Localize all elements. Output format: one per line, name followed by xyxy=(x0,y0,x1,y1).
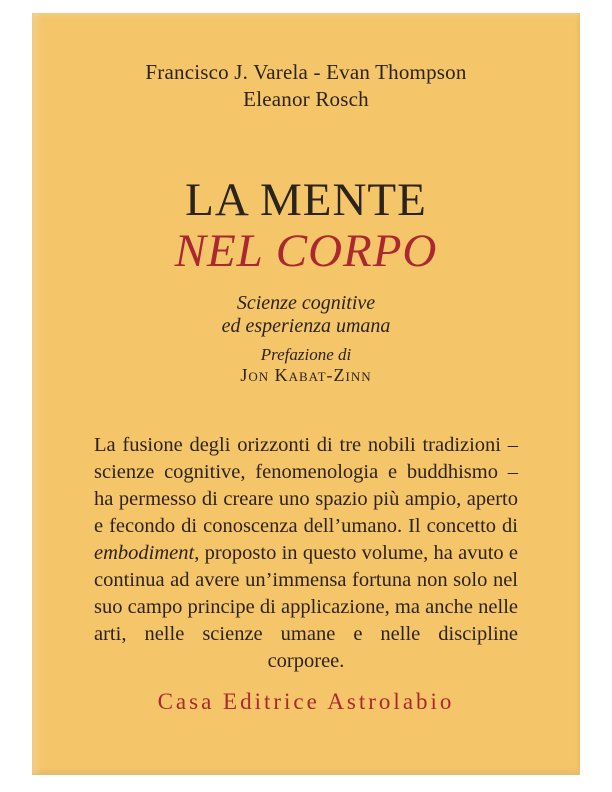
book-cover xyxy=(32,13,580,775)
blurb-text-1: La fusione degli orizzonti di tre nobili tradizioni – scienze cognitive, fenomenologia e buddhismo – ha permesso di creare uno spazio più ampio, aperto e fecondo di conoscenza dell’umano. Il concetto di xyxy=(94,434,518,537)
subtitle-line-2: ed esperienza umana xyxy=(221,315,391,337)
authors-block xyxy=(32,59,580,113)
subtitle-block xyxy=(32,292,580,338)
book-title-main: LA MENTE xyxy=(185,174,427,226)
author-line-1: Francisco J. Varela - Evan Thompson xyxy=(145,60,467,84)
preface-block xyxy=(32,345,580,385)
blurb-italic-term: embodiment xyxy=(94,542,195,564)
preface-label: Prefazione di xyxy=(260,345,352,364)
blurb-paragraph xyxy=(94,432,518,675)
preface-author: Jon Kabat-Zinn xyxy=(240,365,372,385)
author-line-2: Eleanor Rosch xyxy=(243,87,369,111)
book-title-sub: NEL CORPO xyxy=(174,225,438,277)
subtitle-line-1: Scienze cognitive xyxy=(236,292,376,314)
publisher-name: Casa Editrice Astrolabio xyxy=(157,689,455,714)
blurb-text-2: , proposto in questo volume, ha avuto e continua ad avere un’immensa fortuna non solo nel suo campo principe di applicazione, ma anche nelle arti, nelle scienze umane e nelle discipline corporee. xyxy=(94,542,518,672)
